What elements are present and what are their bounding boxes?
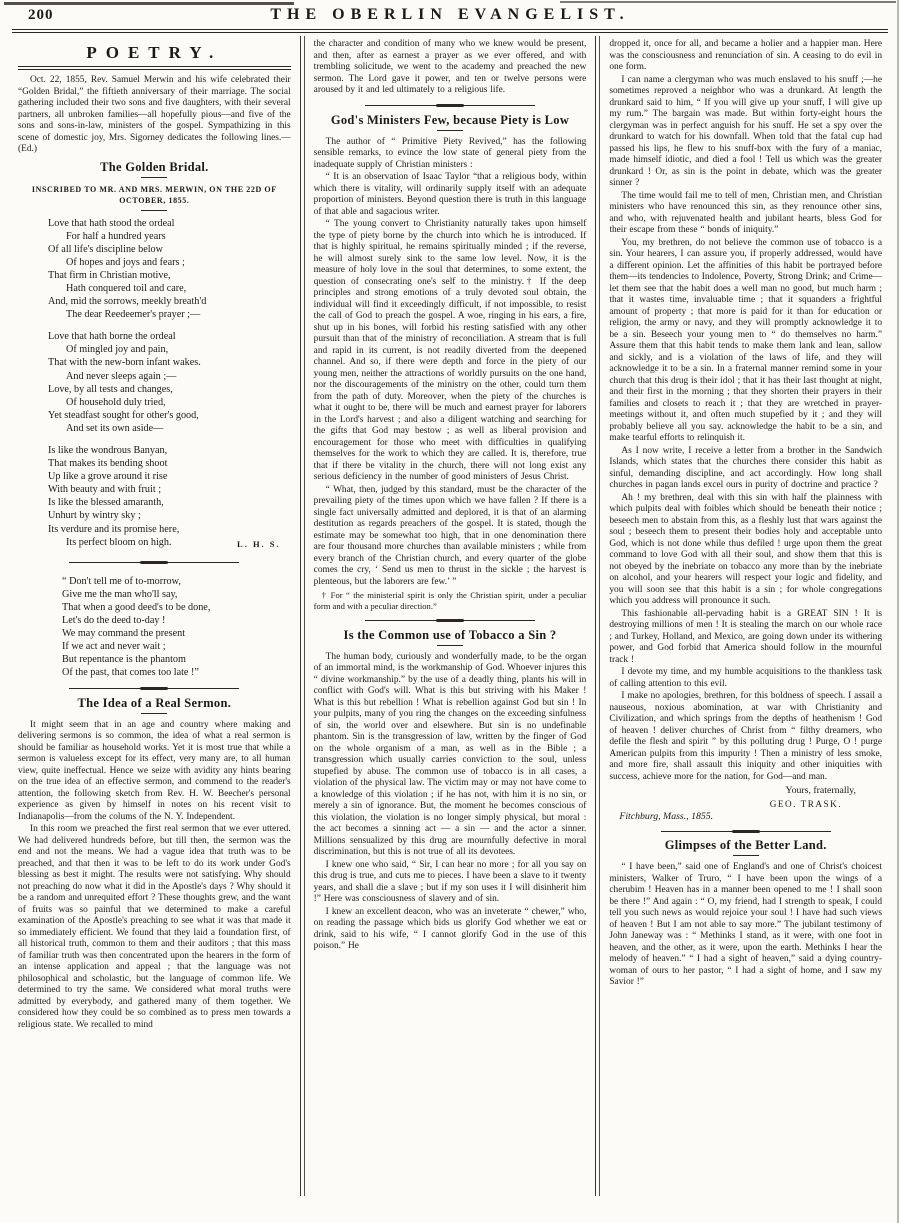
article-paragraph: I can name a clergyman who was much enslaved to his snuff ;—he sometimes reproved a neighbor who was a drunkard. At length the drunkard said to him, “ If you will give up your snuff, I will give up my rum.” The bargain was made. But within forty-eight hours the clergyman was in perfect anguish for his snuff. He set a spy over the drunkard to watch for his downfall. When told that the fatal cup had passed his lips, he flew to his snuff-box with the fury of a maniac, made himself idiotic, and died a fool ! Tell us which was the greater drunkard ! Or, as sin is the point in debate, which was the greater sinner ? xyxy=(609,74,883,188)
golden-bridal-poem xyxy=(48,217,291,551)
poem-line: And never sleeps again ;— xyxy=(66,370,177,382)
column-divider xyxy=(300,36,305,1196)
dateline: Fitchburg, Mass., 1855. xyxy=(619,811,714,822)
poem-line: Of mingled joy and pain, xyxy=(66,344,169,356)
poem-line: But repentance is the phantom xyxy=(62,654,186,666)
poem-line: Is like the blessed amaranth, xyxy=(48,497,164,509)
poem-line: Love that hath stood the ordeal xyxy=(48,217,175,229)
poem-line: Love that hath borne the ordeal xyxy=(48,331,176,343)
poem-attribution: L. H. S. xyxy=(237,538,281,549)
ministers-footnote: † For “ the ministerial spirit is only the Christian spirit, under a peculiar form and with a peculiar direction.” xyxy=(313,590,587,611)
poem-inscription: INSCRIBED TO MR. AND MRS. MERWIN, ON THE 22D OF OCTOBER, 1855. xyxy=(31,184,277,205)
poem-line: That when a good deed's to be done, xyxy=(62,601,211,613)
article-paragraph: I devote my time, and my humble acquisitions to the thankless task of calling attention to this evil. xyxy=(609,667,883,689)
real-sermon-continuation: the character and condition of many who we knew would be present, and then, after as earnest a prayer as we ever offered, and with trembling solicitude, we went to the academy and preached the new sermon. The Lord gave it power, and ten or twelve persons were aroused by it and led ultimately to a religious life. xyxy=(313,39,587,95)
ministers-few-title: God's Ministers Few, because Piety is Low xyxy=(330,112,570,127)
poem-line: With beauty and with fruit ; xyxy=(48,484,162,496)
poem-stanza-3 xyxy=(48,444,291,551)
article-paragraph: You, my brethren, do not believe the common use of tobacco is a sin. Your hearers, I can assure you, if properly addressed, would have a different opinion. Let the affinities of this habit be portrayed before them—its tendencies to Indolence, Poverty, Strong Drink; and Crime—let them see that the habit does a well man no good, but much harm ; that it wastes time, invaluable time ; that it squanders a frightful amount of property ; that more is paid for it than for education or religion, the army or navy, and they will promptly acknowledge it to be a sin. Beseech your young men to “ do themselves no harm.” Assure them that this habit tends to make them lank and lean, sallow and sickly, and is a violation of the laws of life, and they will acknowledge it to be a sin. In a fraternal manner remind some in your church that this drug is their idol ; that it has their last thought at night, and their first in the morning ; that they shorten their prayers in their families and closets to reach it ; that they are wretched in prayer-meetings without it, and often much stupefied by it ; and they will probably believe all you say. acknowledge the habit to be a sin, and make tearful efforts to relinquish it. xyxy=(609,237,883,443)
scan-artifact xyxy=(4,2,294,5)
real-sermon-title: The Idea of a Real Sermon. xyxy=(77,695,232,710)
poem-line: If we act and never wait ; xyxy=(62,641,166,653)
title-ornament xyxy=(437,130,463,131)
tobacco-continuation: dropped it, once for all, and became a holier and a happier man. Here was the consciousness and renunciation of sin. A ceasing to do evil in one form. xyxy=(609,39,883,72)
article-divider xyxy=(69,560,239,566)
signature-name: GEO. TRASK. xyxy=(769,798,843,809)
glimpses-paragraph: “ I have been,” said one of England's and one of Christ's choicest ministers, Walker of Truro, “ I have been upon the wings of a cherubim ! Heaven has in a manner been opened to me ! I shall soon be there !” And again : “ O, my friend, had I strength to speak, I could tell you such news as would rejoice your soul ! I have had such views of heaven ! But I am not able to say more.” The jubilant testimony of John Janeway was : “ Methinks I stand, as it were, with one foot in heaven, and the other, as it were, upon the earth. Methinks I hear the melody of heaven.” “ I had a sight of heaven,” said a dying country-woman of ours to her pastor, “ I had a sight of home, and I saw my Savior !” xyxy=(609,862,883,987)
ministers-few-body xyxy=(314,137,587,589)
article-paragraph: “ What, then, judged by this standard, must be the character of the prevailing piety of the times upon which we have fallen ? If there is a single fact universally admitted and deplored, it is that of an alarming destitution as regards preachers of the gospel. It is stated, though the estimate may be somewhat too high, that in one denomination there are four thousand more churches than available ministers ; while from every branch of the Christian church, and every quarter of the globe comes the cry, ‘ Send us men to thrust in the sickle ; the harvest is plenteous, but the laborers are few.’ ” xyxy=(313,484,587,587)
poem-line: We may command the present xyxy=(62,628,186,640)
article-paragraph: Ah ! my brethren, deal with this sin with half the plainness with which pulpits deal with foibles which should be beneath their notice ; beseech men to abstain from this, as a fleshly lust that wars against the soul ; beseech them to present their bodies holy and acceptable unto God, which is not done while thus defiled ! urge upon them the great command to love God with all their soul, and show them that this is not obeyed by the inebriate on tobacco any more than by the inebriate on alcohol, and your hearers will respect your logic and fidelity, and you will soon see that this habit is a sin ; for whole congregations which you address will pronounce it such. xyxy=(609,492,883,606)
poem-line: Up like a grove around it rise xyxy=(48,471,168,483)
article-paragraph: “ It is an observation of Isaac Taylor “that a religious body, within which there is vitality, will ordinarily supply itself with an adequate proportion of ministers. Beyond question there is truth in this language of that able and sagacious writer. xyxy=(313,172,587,217)
poem-line: Let's do the deed to-day ! xyxy=(62,615,166,627)
scan-artifact xyxy=(560,1,896,3)
article-paragraph: As I now write, I receive a letter from a brother in the Sandwich Islands, which states that the churches there consider this habit as sinful, demanding discipline, and act accordingly. How long shall churches in pagan lands excel ours in purity of doctrine and practice ? xyxy=(609,445,883,490)
article-divider xyxy=(365,103,535,109)
poem-line: “ Don't tell me of to-morrow, xyxy=(62,575,181,587)
poem-line: Its perfect bloom on high. xyxy=(66,536,172,548)
column-1 xyxy=(10,36,299,1196)
poetry-title-rule xyxy=(18,66,291,70)
poem-stanza-2 xyxy=(48,330,291,435)
poem-line: Of the past, that comes too late !” xyxy=(62,667,199,679)
poem-line: Of hopes and joys and fears ; xyxy=(66,256,185,268)
article-paragraph: I knew an excellent deacon, who was an inveterate “ chewer,” who, on reading the passage which bids us glorify God whether we eat or drink, said to his wife, “ I cannot glorify God in the use of this poison.” He xyxy=(313,906,587,952)
page-header xyxy=(10,4,890,33)
article-paragraph: This fashionable all-pervading habit is a GREAT SIN ! It is destroying millions of men ! It is stealing the march on our whole race ; and Turkey, Holland, and Mexico, are going down under its withering power, and God forbid that America should follow in the mournful track ! xyxy=(609,608,883,665)
poem-line: For half a hundred years xyxy=(66,230,166,242)
column-layout xyxy=(10,36,890,1196)
poem-line: That firm in Christian motive, xyxy=(48,269,171,281)
tobacco-body-col2 xyxy=(314,652,587,953)
article-paragraph: The time would fail me to tell of men, Christian men, and Christian ministers who have renounced this sin, as they renounce other sins, and who, with rejuvenated health and jubilant hearts, bless God for their escape from these “ bonds of iniquity.” xyxy=(609,190,883,235)
article-paragraph: It might seem that in an age and country where making and delivering sermons is so common, the idea of what a real sermon is should be familiar as household works. Yet it is most true that while a sermon is valueless except for its effect, very many are, to all human view, quite ineffectual. Hence we seize with avidity any hints bearing on the true idea of an effective sermon, and commend to the reader's attention, the following sketch from Rev. H. W. Beecher's personal experience as given by himself in notes on his recent visit to Indianapolis—from the colums of the N. Y. Independent. xyxy=(18,719,291,822)
poem-line: That makes its bending shoot xyxy=(48,458,168,470)
column-3 xyxy=(601,36,890,1196)
quote-poem xyxy=(62,575,291,680)
article-paragraph: The human body, curiously and wonderfully made, to be the organ of an immortal mind, is the workmanship of God. Whoever injures this “ divine workmanship.” by the use of a deadly thing, plants his will in conflict with God's will. What is this but striving with his Maker ! What is this but rebellion ! What is rebellion against God but sin ! In your pulpits, many of you ring the changes on the exceeding sinfulness of sin, the world over and elsewhere. But sin is no undefinable phantom. Sin is the transgression of law, written by the finger of God on the whole organism of a man, as well as in the Bible ; a transgression which usually carries conviction to the soul, unless stupefied by abuse. The common use of tobacco is in all cases, a violation of the physical law. The victim may or may not have come to a knowledge of this violation ; if he has not, with him it is no sin, or merely a sin of ignorance. But, the moment he becomes conscious of this violation, the violation is no longer simply physical, but moral : the act becomes a sinning act — a sin — and the actor a sinner. Millions sensualized by this drug are mournfully defective in moral discrimination, but this is not true of all its devotees. xyxy=(313,651,587,858)
poem-line: Of household duly tried, xyxy=(66,396,166,408)
tobacco-title: Is the Common use of Tobacco a Sin ? xyxy=(343,627,557,642)
title-ornament xyxy=(141,177,167,178)
article-paragraph: I make no apologies, brethren, for this boldness of speech. I assail a nauseous, noxious abomination, at war with Christianity and Civilization, and which springs from the depths of heathenism ! God of heaven ! deliver churches of Christ from “ filthy dreamers, who defile the flesh and spirit ” by this polluting drug ! Purge, O ! purge American pulpits from this impurity ! Then a ministry of less smoke, and more fire, shall assault this iniquity and other iniquities with success, achieve more for the nation, for God—and man. xyxy=(609,691,883,782)
poem-line: Hath conquered toil and care, xyxy=(66,282,187,294)
poem-line: The dear Reedeemer's prayer ;— xyxy=(66,309,201,321)
golden-bridal-title: The Golden Bridal. xyxy=(100,159,209,174)
golden-bridal-intro: Oct. 22, 1855, Rev. Samuel Merwin and his wife celebrated their “Golden Bridal,” the fiftieth anniversary of their marriage. The social gathering included their two sons and five daughters, with their several partners, all unbroken families—all hopefully pious—and five of the sons and sons-in-law, ministers of the gospel. Sympathizing in this scene of domestic joy, Mrs. Sigorney dedicates the following lines.—(Ed.) xyxy=(18,75,291,154)
column-divider xyxy=(595,36,600,1196)
article-divider xyxy=(365,618,535,624)
masthead-title: THE OBERLIN EVANGELIST. xyxy=(270,6,630,23)
poem-line: Its verdure and its promise here, xyxy=(48,523,180,535)
real-sermon-body xyxy=(18,720,291,1032)
title-ornament xyxy=(733,855,759,856)
poetry-section-title: POETRY. xyxy=(86,43,223,62)
poem-line: And, mid the sorrows, meekly breath'd xyxy=(48,296,207,308)
scan-artifact xyxy=(897,0,899,1223)
article-divider xyxy=(661,828,831,834)
article-divider xyxy=(69,686,239,692)
poem-line: And set its own aside— xyxy=(66,422,164,434)
title-ornament xyxy=(437,645,463,646)
article-paragraph: The author of “ Primitive Piety Revived,” has the following sensible remarks, to evince the low state of general piety from the inadequate supply of Christian ministers : xyxy=(313,136,587,170)
poem-stanza-1 xyxy=(48,217,291,322)
glimpses-title: Glimpses of the Better Land. xyxy=(664,838,827,852)
poem-last-line xyxy=(48,536,281,551)
header-rule-bottom xyxy=(12,29,888,33)
title-ornament xyxy=(141,713,167,714)
stanza-lines xyxy=(48,444,291,536)
poem-line: Yet steadfast sought for other's good, xyxy=(48,409,199,421)
article-paragraph: “ The young convert to Christianity naturally takes upon himself the type of piety borne by the church into which he is introduced. If that is highly spiritual, he remains spiritually minded ; if the reverse, he will almost surely sink to the same low level. Now, it is the measure of holy love in the soul that determines, to some extent, the question of consecrating one's self to the ministry.† If the deep principles and strong emotions of a truly devoted soul obtain, the individual will find it exceedingly difficult, if not impossible, to resist the call of God to preach the gospel. A woe, ringing in his ears, a fire, shut up in his bones, will forbid his resting satisfied with any other pursuit than that of the ministry of reconciliation. A stream that is full and rapid in its current, is not readily diverted from the deepened channel. And so, if there were depth and force in the piety of our young men, neither the attractions of worldly pursuits on the one hand, nor the discouragements of the ministry on the other, could turn them from the path of duty. Moreover, when the piety of the churches is what it ought to be, there will be much and earnest prayer for laborers in the Lord's harvest ; and also a diligent watching and searching for the gifts that God may bestow ; as well as liberal provision and encouragement for those who meet with difficulties in qualifying themselves for the work to which they are called. It is, therefore, true that if there be vitality in the church, there will not long exist any serious deficiency in the number of good ministers of Jesus Christ. xyxy=(313,219,587,482)
poem-line: That with the new-born infant wakes. xyxy=(48,357,201,369)
article-paragraph: In this room we preached the first real sermon that we ever uttered. We had delivered hundreds before, but till then, the sermon was the end and not the means. We had a vague idea that truth was to be preached, and that then it was to be left to do its work under God's blessing as best it might. The results were not satisfying. Why should not preaching do now what it did in the Apostle's days ? Why should it be a random and unrequited effort ? These thoughts grew, and the want of fruits was so painful that we determined to make a careful examination of the Apostle's preaching to see what it was that made it so immediately efficient. We found that they laid a foundation first, of all historical truth, common to them and their auditors ; that this mass of familiar truth was then concentrated upon the hearers in the form of an intense application and appeal ; that the language was not philosophical and scholastic, but the language of common life. We determined to try the same. We considered what moral truths were admitted by everybody, and gathered many of them together. We considered how they could be so combined as to press men towards a religious state. We recalled to mind xyxy=(18,824,291,1030)
poem-line: Love, by all tests and changes, xyxy=(48,383,173,395)
page-number: 200 xyxy=(28,6,54,23)
poem-line: Unhurt by wintry sky ; xyxy=(48,510,141,522)
poem-line: Give me the man who'll say, xyxy=(62,588,178,600)
tobacco-body-col3 xyxy=(609,75,882,784)
poem-line: Of all life's discipline below xyxy=(48,243,164,255)
poem-line: Is like the wondrous Banyan, xyxy=(48,445,168,456)
column-2 xyxy=(306,36,595,1196)
title-ornament xyxy=(141,210,167,211)
signature-block xyxy=(609,785,882,810)
article-paragraph: I knew one who said, “ Sir, I can hear no more ; for all you say on this drug is true, and cuts me to pieces. I have been a slave to it twenty years, and shall die a slave ; but if my son uses it I will disinherit him !” Here was consciousness of slavery and of sin. xyxy=(313,859,587,905)
signature-salutation: Yours, fraternally, xyxy=(785,785,857,796)
